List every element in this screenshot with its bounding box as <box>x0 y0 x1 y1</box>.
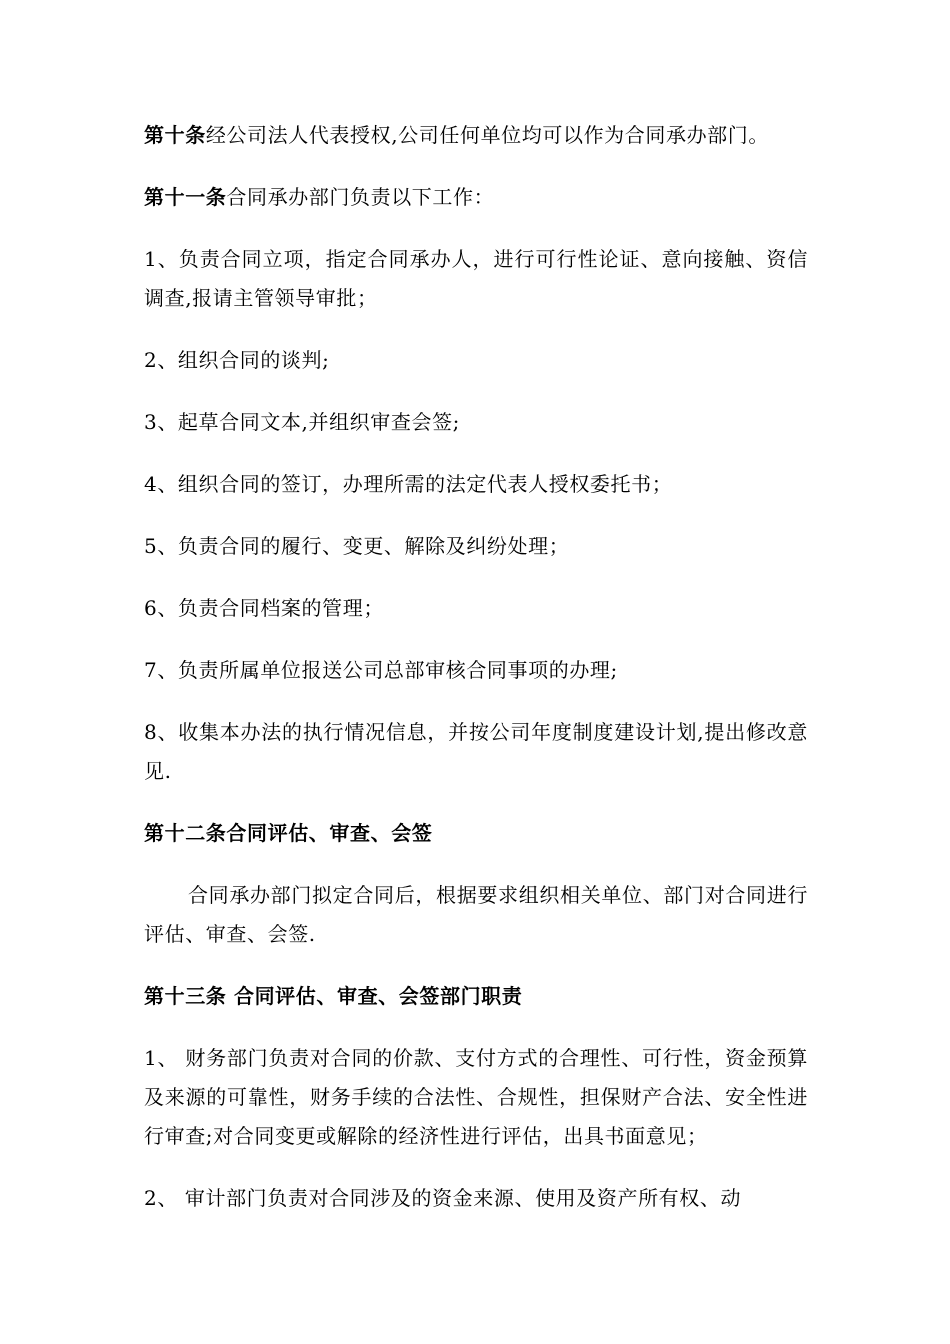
article-10-text: 经公司法人代表授权,公司任何单位均可以作为合同承办部门。 <box>205 123 769 147</box>
article-11 <box>144 178 808 217</box>
document-body <box>144 116 808 1241</box>
article-11-item-1: 1、负责合同立项，指定合同承办人，进行可行性论证、意向接触、资信调查,报请主管领导审批； <box>144 247 808 310</box>
article-11-item-3: 3、起草合同文本,并组织审查会签; <box>144 410 461 434</box>
article-10-heading: 第十条 <box>144 123 206 147</box>
article-11-item-7: 7、负责所属单位报送公司总部审核合同事项的办理; <box>144 658 618 682</box>
article-11-item-8: 8、收集本办法的执行情况信息，并按公司年度制度建设计划,提出修改意见. <box>144 720 808 783</box>
article-11-heading: 第十一条 <box>144 185 227 209</box>
article-11-text: 合同承办部门负责以下工作： <box>226 185 495 209</box>
article-10 <box>144 116 808 155</box>
article-11-item-4: 4、组织合同的签订，办理所需的法定代表人授权委托书； <box>144 472 673 496</box>
article-11-item-6: 6、负责合同档案的管理； <box>144 596 384 620</box>
article-13-item-2: 2、 审计部门负责对合同涉及的资金来源、使用及资产所有权、动 <box>144 1186 742 1210</box>
article-13-heading: 第十三条 合同评估、审查、会签部门职责 <box>144 984 523 1008</box>
article-12-heading: 第十二条合同评估、审查、会签 <box>144 821 433 845</box>
article-11-item-2: 2、组织合同的谈判; <box>144 348 330 372</box>
article-11-item-5: 5、负责合同的履行、变更、解除及纠纷处理； <box>144 534 570 558</box>
article-13-item-1: 1、 财务部门负责对合同的价款、支付方式的合理性、可行性，资金预算及来源的可靠性，财务手续的合法性、合规性，担保财产合法、安全性进行审查;对合同变更或解除的经济性进行评估，出具书面意见； <box>144 1046 808 1148</box>
article-12-text: 合同承办部门拟定合同后，根据要求组织相关单位、部门对合同进行评估、审查、会签. <box>144 883 808 946</box>
